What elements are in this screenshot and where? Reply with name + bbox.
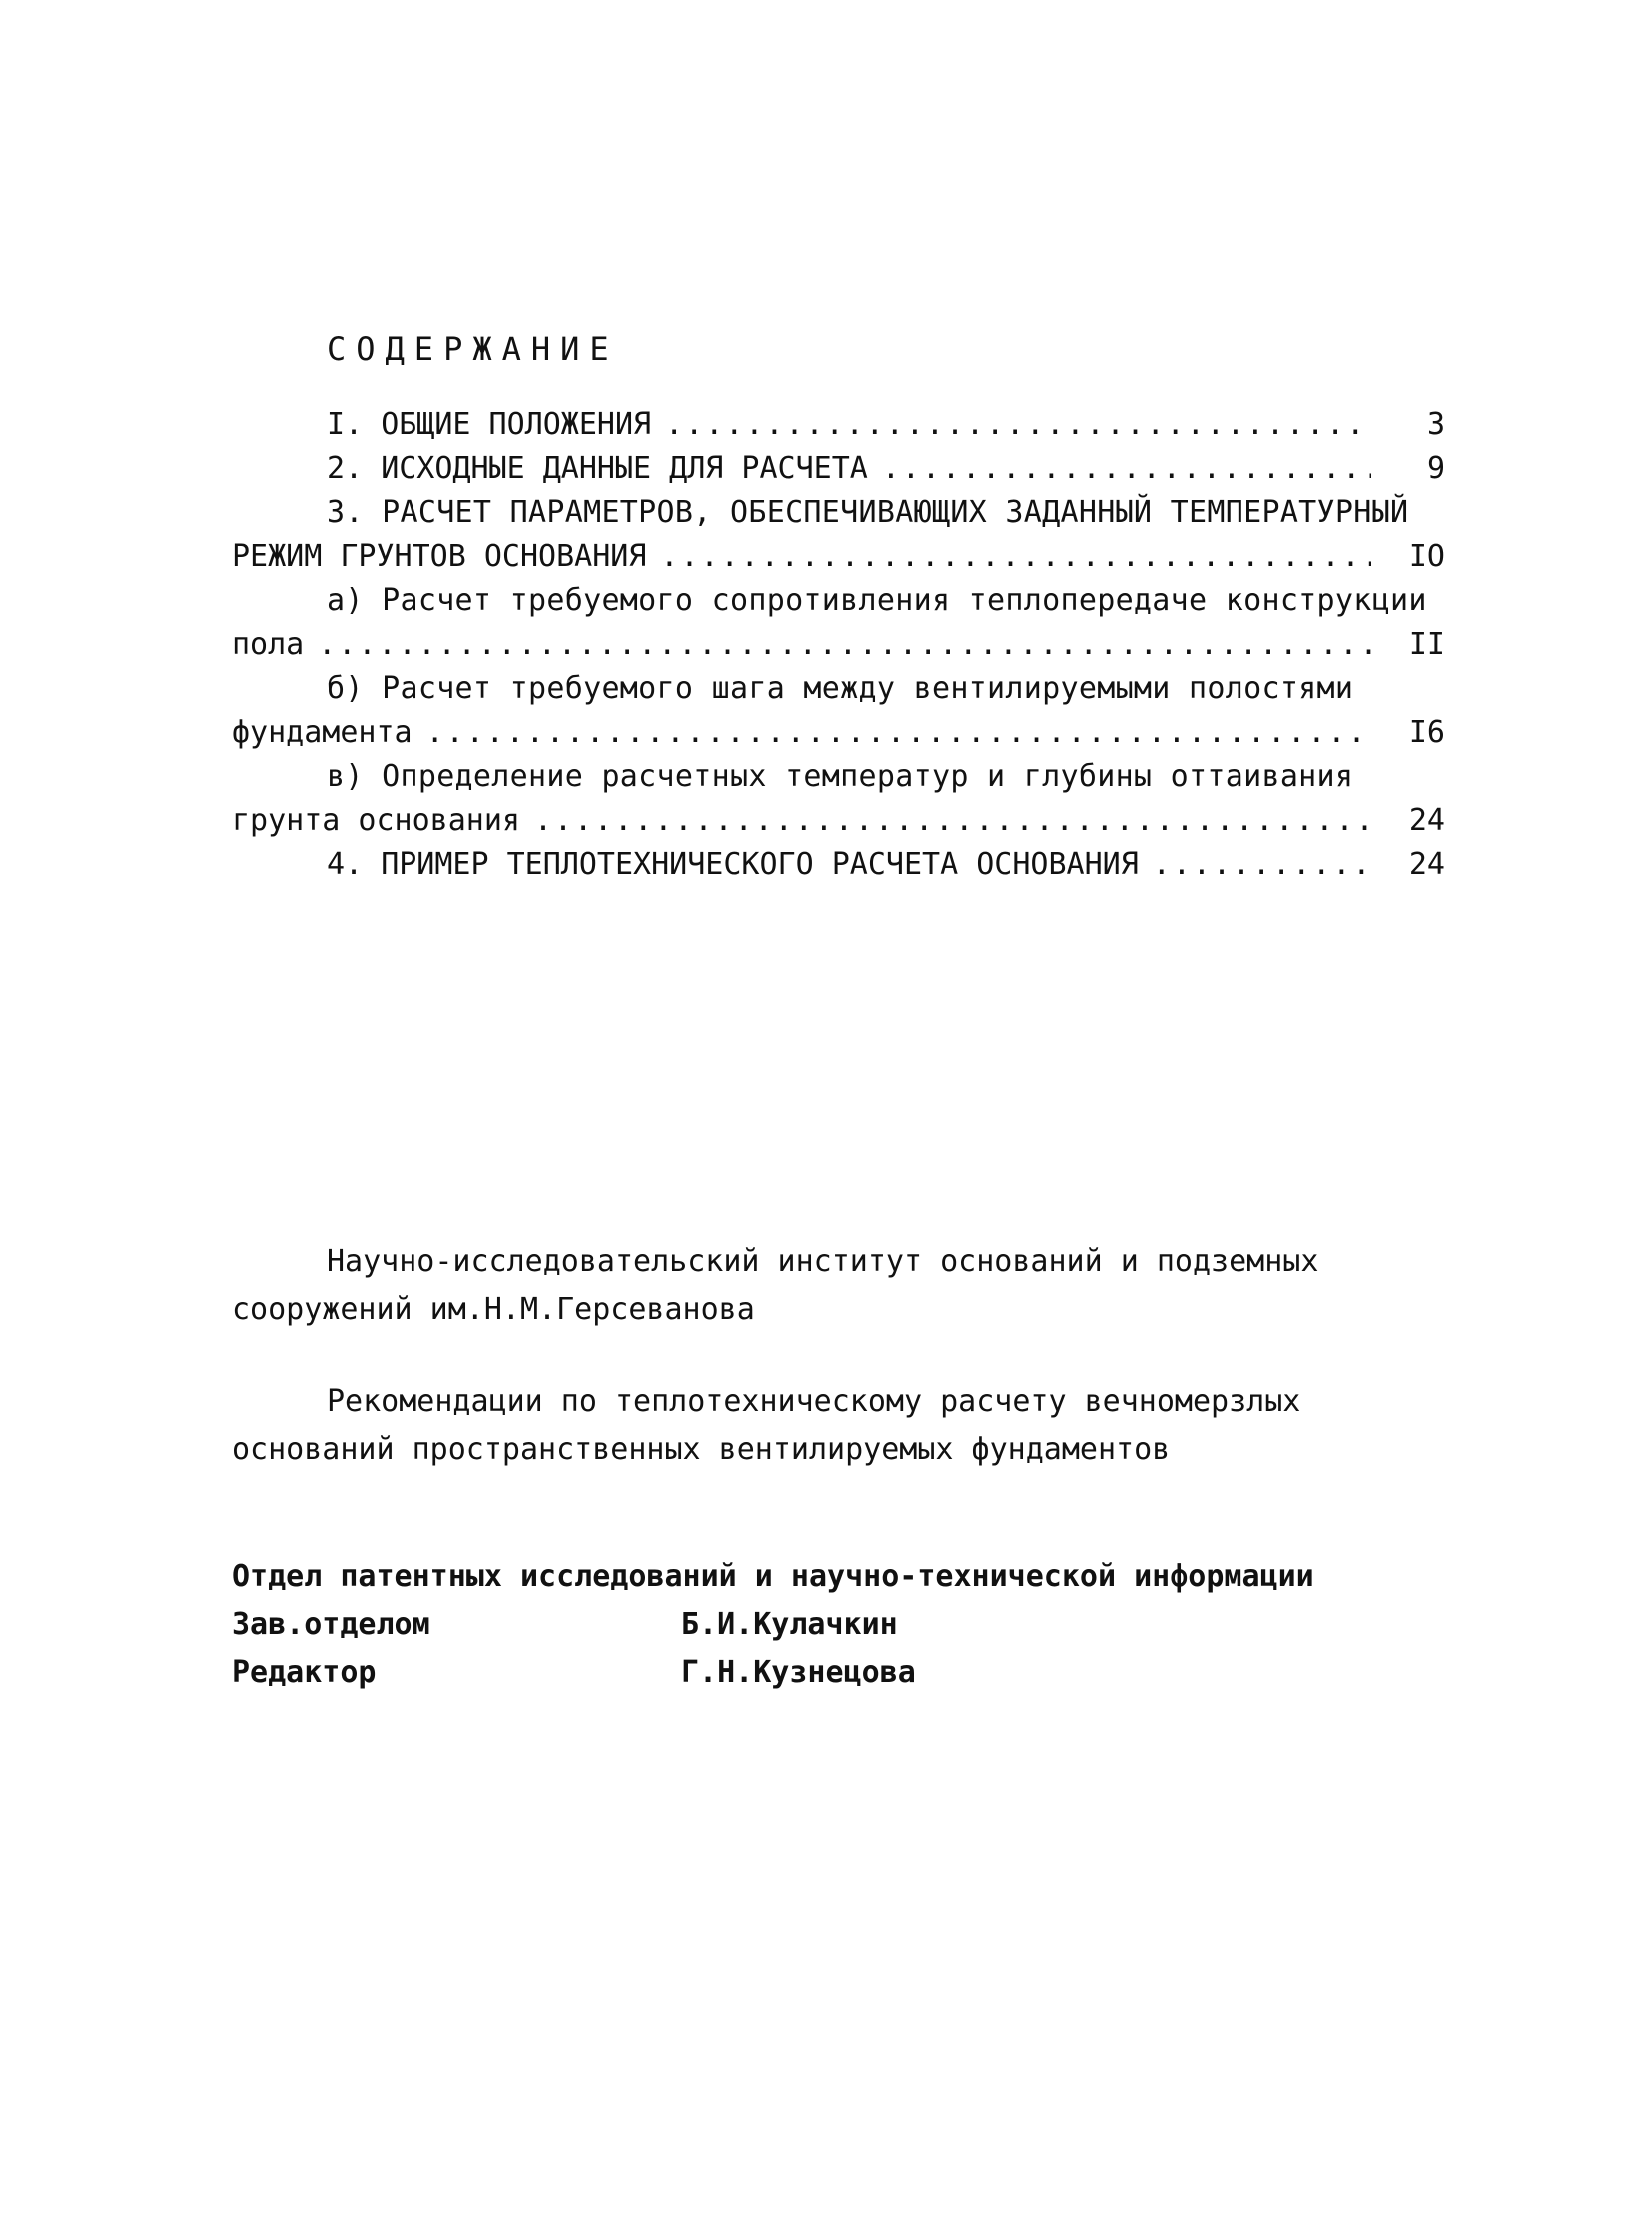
toc-item-3b-line1 (232, 671, 1445, 715)
toc-item-text: Расчет требуемого сопротивления теплопередаче конструкции (382, 583, 1427, 618)
toc-item-text: РЕЖИМ ГРУНТОВ ОСНОВАНИЯ (232, 539, 647, 574)
toc-item-page: 9 (1426, 451, 1445, 486)
publication-block (232, 1378, 1300, 1474)
toc-item-number: 2. (327, 451, 364, 486)
toc-item-number: в) (327, 759, 364, 794)
toc-leader-dots (1153, 847, 1371, 882)
toc-item-page: 3 (1426, 407, 1445, 442)
toc-item-number: I. (327, 407, 364, 442)
toc-item-page: II (1408, 627, 1445, 662)
editor-name: Г.Н.Кузнецова (681, 1655, 916, 1690)
toc-leader-dots (534, 803, 1371, 838)
publication-line-1: Рекомендации по теплотехническому расчету вечномерзлых (327, 1384, 1301, 1419)
toc-leader-dots (882, 451, 1371, 486)
toc-item-text: Определение расчетных температур и глубины оттаивания (382, 759, 1354, 794)
toc-leader-dots (665, 407, 1371, 442)
toc-item-2 (232, 451, 1445, 495)
toc-item-number: 3. (327, 495, 364, 530)
institute-block (232, 1238, 1318, 1334)
toc-item-3b-line2 (232, 715, 1445, 759)
toc-item-3a-line2 (232, 627, 1445, 671)
toc-item-text: РАСЧЕТ ПАРАМЕТРОВ, ОБЕСПЕЧИВАЮЩИХ ЗАДАННЫЙ ТЕМПЕРАТУРНЫЙ (382, 495, 1409, 530)
toc-leader-dots (660, 539, 1371, 574)
institute-line-1: Научно-исследовательский институт оснований и подземных (327, 1244, 1319, 1279)
toc-item-text: ИСХОДНЫЕ ДАННЫЕ ДЛЯ РАСЧЕТА (381, 451, 868, 486)
editor-role: Редактор (232, 1655, 377, 1690)
toc-item-text: ПРИМЕР ТЕПЛОТЕХНИЧЕСКОГО РАСЧЕТА ОСНОВАНИЯ (381, 847, 1139, 882)
head-role: Зав.отделом (232, 1607, 430, 1642)
publication-line-2: оснований пространственных вентилируемых фундаментов (232, 1432, 1171, 1467)
toc-item-3c-line2 (232, 803, 1445, 847)
head-name: Б.И.Кулачкин (681, 1607, 898, 1642)
department-block (232, 1553, 1314, 1697)
toc-item-3c-line1 (232, 759, 1445, 803)
toc-item-page: I6 (1408, 715, 1445, 750)
toc-item-page: 24 (1408, 847, 1445, 882)
toc-item-page: 24 (1408, 803, 1445, 838)
table-of-contents (232, 407, 1445, 891)
toc-item-4 (232, 847, 1445, 891)
toc-item-text: пола (232, 627, 305, 662)
toc-item-text: грунта основания (232, 803, 520, 838)
toc-item-page: IO (1408, 539, 1445, 574)
toc-item-number: 4. (327, 847, 364, 882)
toc-leader-dots (318, 627, 1371, 662)
editor-row (232, 1649, 1314, 1697)
institute-line-2: сооружений им.Н.М.Герсеванова (232, 1292, 755, 1327)
toc-item-number: а) (327, 583, 364, 618)
department-name: Отдел патентных исследований и научно-технической информации (232, 1559, 1314, 1594)
toc-item-1 (232, 407, 1445, 451)
toc-item-number: б) (327, 671, 364, 706)
toc-item-text: ОБЩИЕ ПОЛОЖЕНИЯ (381, 407, 652, 442)
toc-item-text: фундамента (232, 715, 413, 750)
toc-item-text: Расчет требуемого шага между вентилируемыми полостями (382, 671, 1354, 706)
toc-leader-dots (426, 715, 1371, 750)
toc-item-3-line1 (232, 495, 1445, 539)
toc-item-3-line2 (232, 539, 1445, 583)
department-head-row (232, 1601, 1314, 1649)
page-title: СОДЕРЖАНИЕ (327, 330, 619, 368)
toc-item-3a-line1 (232, 583, 1445, 627)
